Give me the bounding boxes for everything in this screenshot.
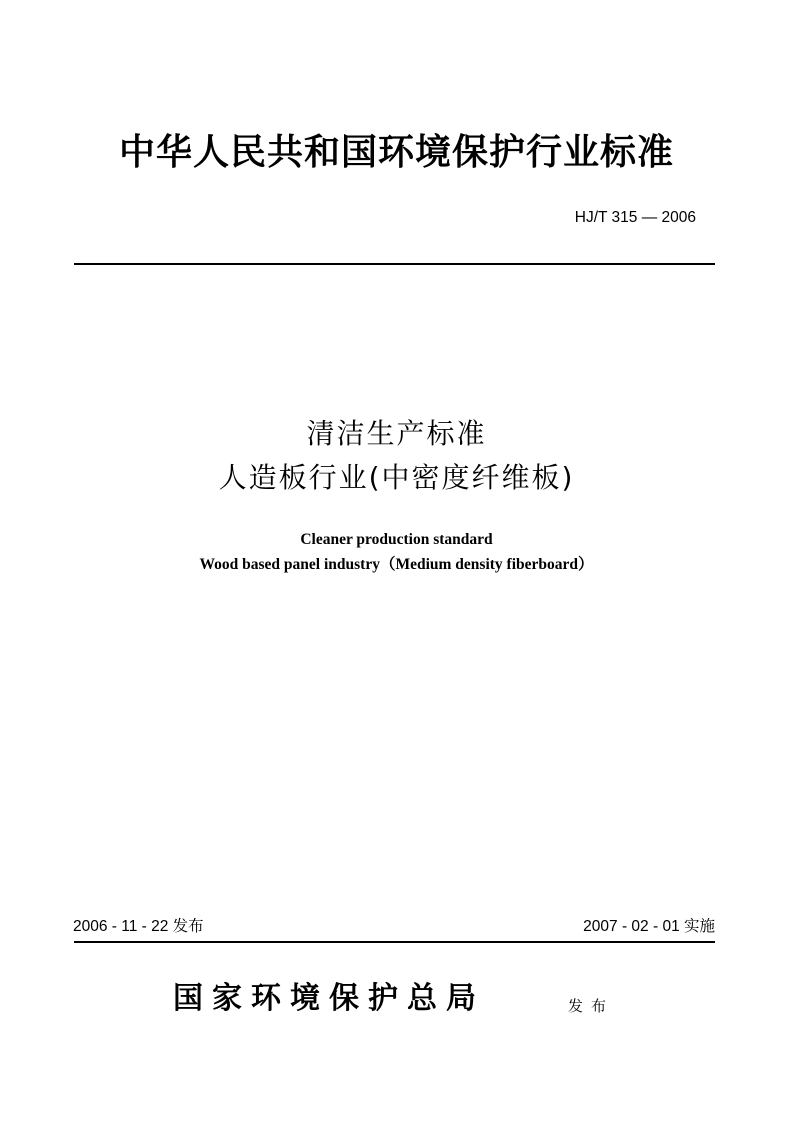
title-en-line1: Cleaner production standard xyxy=(300,531,493,548)
issue-date: 2006 - 11 - 22 发布 xyxy=(73,918,204,935)
issuing-authority: 国家环境保护总局 xyxy=(173,981,485,1016)
standard-number: HJ/T 315 — 2006 xyxy=(574,209,696,226)
title-en-line2: Wood based panel industry（Medium density fiberboard） xyxy=(199,556,594,573)
standard-category-title: 中华人民共和国环境保护行业标准 xyxy=(118,131,674,173)
title-cn-line1: 清洁生产标准 xyxy=(306,417,487,450)
title-cn-line2: 人造板行业(中密度纤维板) xyxy=(218,461,575,494)
implementation-date: 2007 - 02 - 01 实施 xyxy=(583,918,715,935)
footer-divider xyxy=(74,941,715,943)
issuing-authority-suffix: 发布 xyxy=(568,997,615,1015)
header-divider xyxy=(74,263,715,265)
